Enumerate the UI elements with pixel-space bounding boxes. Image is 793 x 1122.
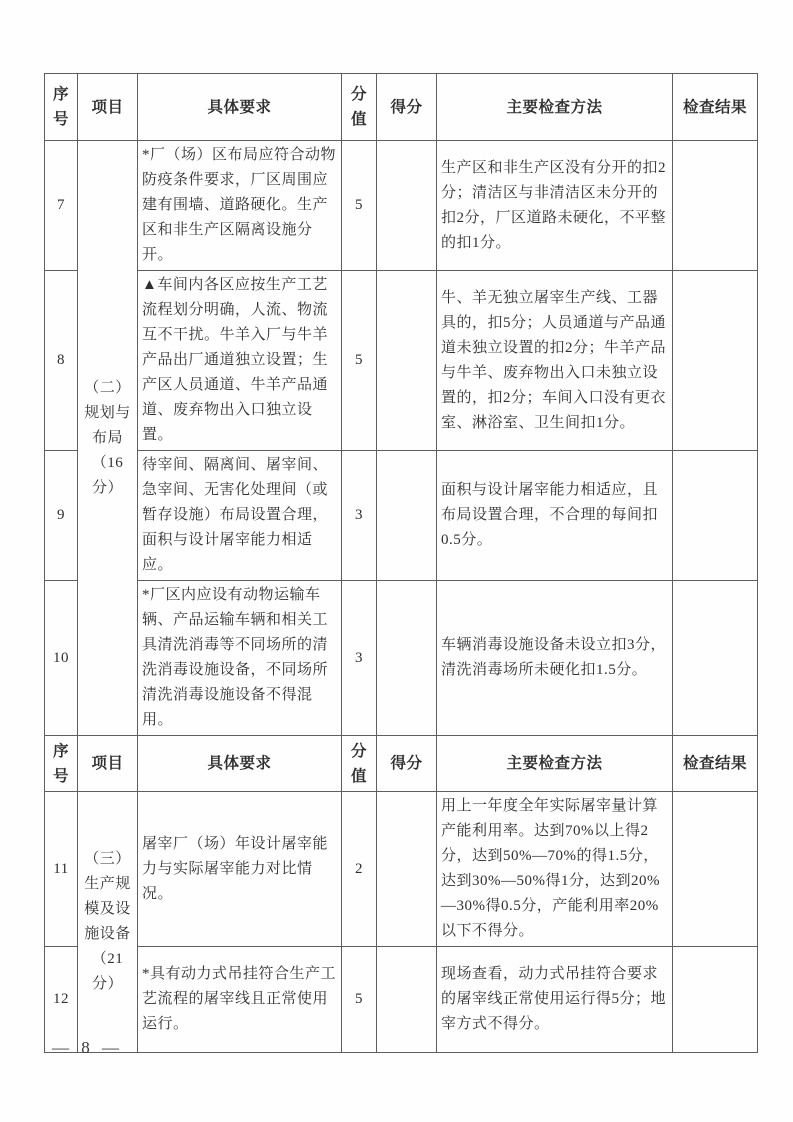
header-score: 分值 [342, 736, 377, 792]
header-no: 序号 [45, 736, 78, 792]
header-result: 检查结果 [673, 736, 758, 792]
table-header-row-2 [45, 736, 758, 792]
requirement-cell: 待宰间、隔离间、屠宰间、急宰间、无害化处理间（或暂存设施）布局设置合理，面积与设计屠宰能力相适应。 [138, 451, 342, 581]
table-header-row-1 [45, 74, 758, 141]
row-no: 11 [45, 792, 78, 947]
score-obtained-cell [377, 271, 437, 451]
method-cell: 生产区和非生产区没有分开的扣2分；清洁区与非清洁区未分开的扣2分，厂区道路未硬化，不平整的扣1分。 [437, 141, 673, 271]
requirement-cell: 屠宰厂（场）年设计屠宰能力与实际屠宰能力对比情况。 [138, 792, 342, 947]
score-cell: 2 [342, 792, 377, 947]
requirement-cell: *具有动力式吊挂符合生产工艺流程的屠宰线且正常使用运行。 [138, 947, 342, 1053]
header-method: 主要检查方法 [437, 736, 673, 792]
result-cell [673, 947, 758, 1053]
header-project: 项目 [78, 736, 138, 792]
score-obtained-cell [377, 451, 437, 581]
result-cell [673, 451, 758, 581]
score-obtained-cell [377, 581, 437, 736]
score-cell: 5 [342, 141, 377, 271]
table-row [45, 141, 758, 271]
score-obtained-cell [377, 947, 437, 1053]
table-row [45, 581, 758, 736]
method-cell: 现场查看，动力式吊挂符合要求的屠宰线正常使用运行得5分；地宰方式不得分。 [437, 947, 673, 1053]
result-cell [673, 271, 758, 451]
category-cell-production-scale: （三）生产规模及设施设备（21分） [78, 792, 138, 1053]
score-obtained-cell [377, 141, 437, 271]
score-cell: 5 [342, 271, 377, 451]
result-cell [673, 141, 758, 271]
row-no: 9 [45, 451, 78, 581]
header-requirement: 具体要求 [138, 74, 342, 141]
method-cell: 牛、羊无独立屠宰生产线、工器具的，扣5分；人员通道与产品通道未独立设置的扣2分；牛羊产品与牛羊、废弃物出入口未独立设置的，扣2分；车间入口没有更衣室、淋浴室、卫生间扣1分。 [437, 271, 673, 451]
page-number: — 8 — [52, 1038, 123, 1057]
requirement-cell: *厂（场）区布局应符合动物防疫条件要求，厂区周围应建有围墙、道路硬化。生产区和非生产区隔离设施分开。 [138, 141, 342, 271]
requirement-cell: *厂区内应设有动物运输车辆、产品运输车辆和相关工具清洗消毒等不同场所的清洗消毒设施设备，不同场所清洗消毒设施设备不得混用。 [138, 581, 342, 736]
method-cell: 用上一年度全年实际屠宰量计算产能利用率。达到70%以上得2分，达到50%—70%的得1.5分，达到30%—50%得1分，达到20%—30%得0.5分，产能利用率20%以下不得分。 [437, 792, 673, 947]
result-cell [673, 581, 758, 736]
table-row [45, 271, 758, 451]
row-no: 12 [45, 947, 78, 1053]
row-no: 8 [45, 271, 78, 451]
header-score: 分值 [342, 74, 377, 141]
score-obtained-cell [377, 792, 437, 947]
result-cell [673, 792, 758, 947]
method-cell: 车辆消毒设施设备未设立扣3分，清洗消毒场所未硬化扣1.5分。 [437, 581, 673, 736]
score-cell: 5 [342, 947, 377, 1053]
requirement-cell: ▲车间内各区应按生产工艺流程划分明确，人流、物流互不干扰。牛羊入厂与牛羊产品出厂通道独立设置；生产区人员通道、牛羊产品通道、废弃物出入口独立设置。 [138, 271, 342, 451]
header-no: 序号 [45, 74, 78, 141]
score-cell: 3 [342, 451, 377, 581]
score-cell: 3 [342, 581, 377, 736]
method-cell: 面积与设计屠宰能力相适应，且布局设置合理，不合理的每间扣0.5分。 [437, 451, 673, 581]
header-score-obtained: 得分 [377, 74, 437, 141]
inspection-score-table [44, 73, 758, 1053]
row-no: 10 [45, 581, 78, 736]
table-row [45, 792, 758, 947]
header-project: 项目 [78, 74, 138, 141]
header-result: 检查结果 [673, 74, 758, 141]
header-score-obtained: 得分 [377, 736, 437, 792]
table-row [45, 947, 758, 1053]
row-no: 7 [45, 141, 78, 271]
header-requirement: 具体要求 [138, 736, 342, 792]
table-row [45, 451, 758, 581]
header-method: 主要检查方法 [437, 74, 673, 141]
category-cell-planning-layout: （二）规划与布局（16分） [78, 141, 138, 736]
